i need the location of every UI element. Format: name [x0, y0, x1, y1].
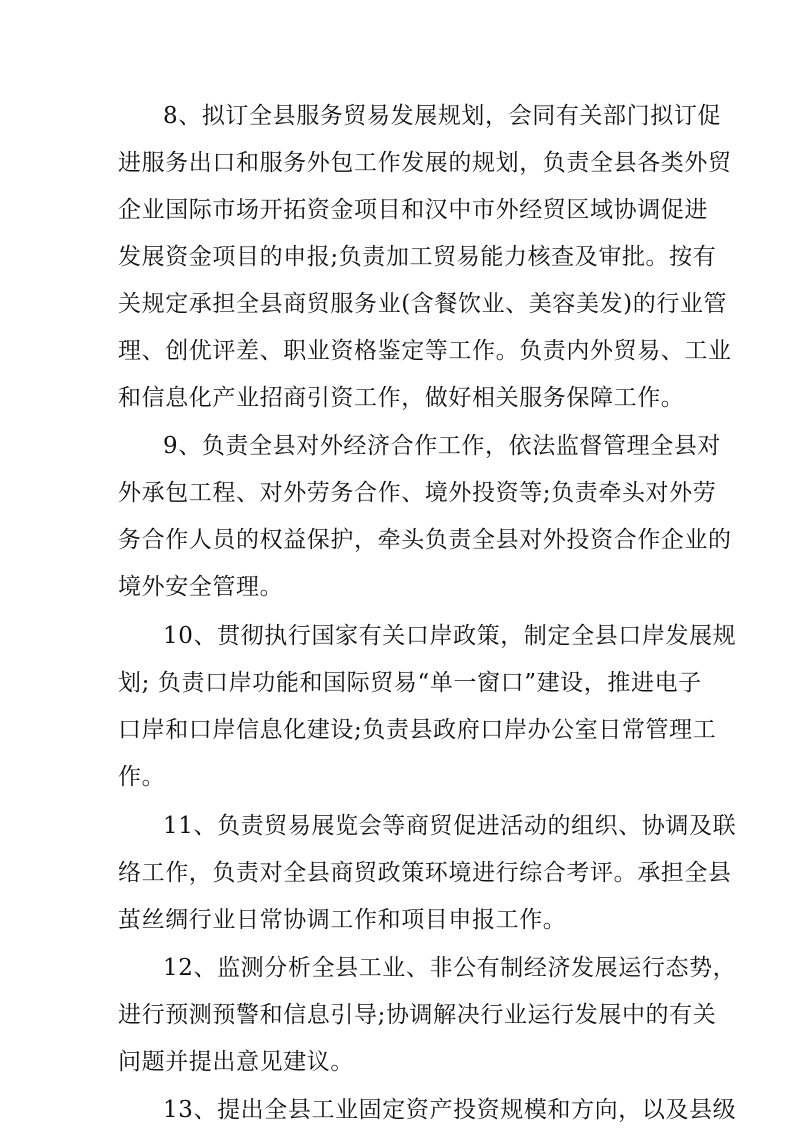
- text-line: 茧丝绸行业日常协调工作和项目申报工作。: [118, 907, 567, 933]
- text-line: 划; 负责口岸功能和国际贸易“单一窗口”建设，推进电子: [118, 670, 702, 696]
- text-line: 8、拟订全县服务贸易发展规划，会同有关部门拟订促: [163, 103, 722, 129]
- text-line: 关规定承担全县商贸服务业(含餐饮业、美容美发)的行业管: [118, 291, 728, 317]
- text-line: 口岸和口岸信息化建设;负责县政府口岸办公室日常管理工: [118, 717, 717, 743]
- text-line: 络工作，负责对全县商贸政策环境进行综合考评。承担全县: [118, 860, 732, 886]
- text-line: 作。: [118, 764, 166, 790]
- text-line: 问题并提出意见建议。: [118, 1049, 354, 1075]
- text-line: 10、贯彻执行国家有关口岸政策，制定全县口岸发展规: [163, 623, 737, 649]
- text-line: 进服务出口和服务外包工作发展的规划，负责全县各类外贸: [118, 150, 732, 176]
- text-line: 外承包工程、对外劳务合作、境外投资等;负责牵头对外劳: [118, 480, 717, 506]
- text-line: 务合作人员的权益保护，牵头负责全县对外投资合作企业的: [118, 527, 732, 553]
- text-line: 企业国际市场开拓资金项目和汉中市外经贸区域协调促进: [118, 197, 708, 223]
- text-line: 境外安全管理。: [118, 574, 284, 600]
- text-line: 9、负责全县对外经济合作工作，依法监督管理全县对: [163, 433, 722, 459]
- text-line: 11、负责贸易展览会等商贸促进活动的组织、协调及联: [163, 813, 737, 839]
- text-line: 进行预测预警和信息引导;协调解决行业运行发展中的有关: [118, 1002, 717, 1028]
- text-line: 13、提出全县工业固定资产投资规模和方向，以及县级: [163, 1097, 737, 1123]
- text-line: 和信息化产业招商引资工作，做好相关服务保障工作。: [118, 385, 685, 411]
- text-line: 发展资金项目的申报;负责加工贸易能力核查及审批。按有: [118, 244, 717, 270]
- text-line: 12、监测分析全县工业、非公有制经济发展运行态势，: [163, 955, 737, 981]
- text-line: 理、创优评差、职业资格鉴定等工作。负责内外贸易、工业: [118, 338, 732, 364]
